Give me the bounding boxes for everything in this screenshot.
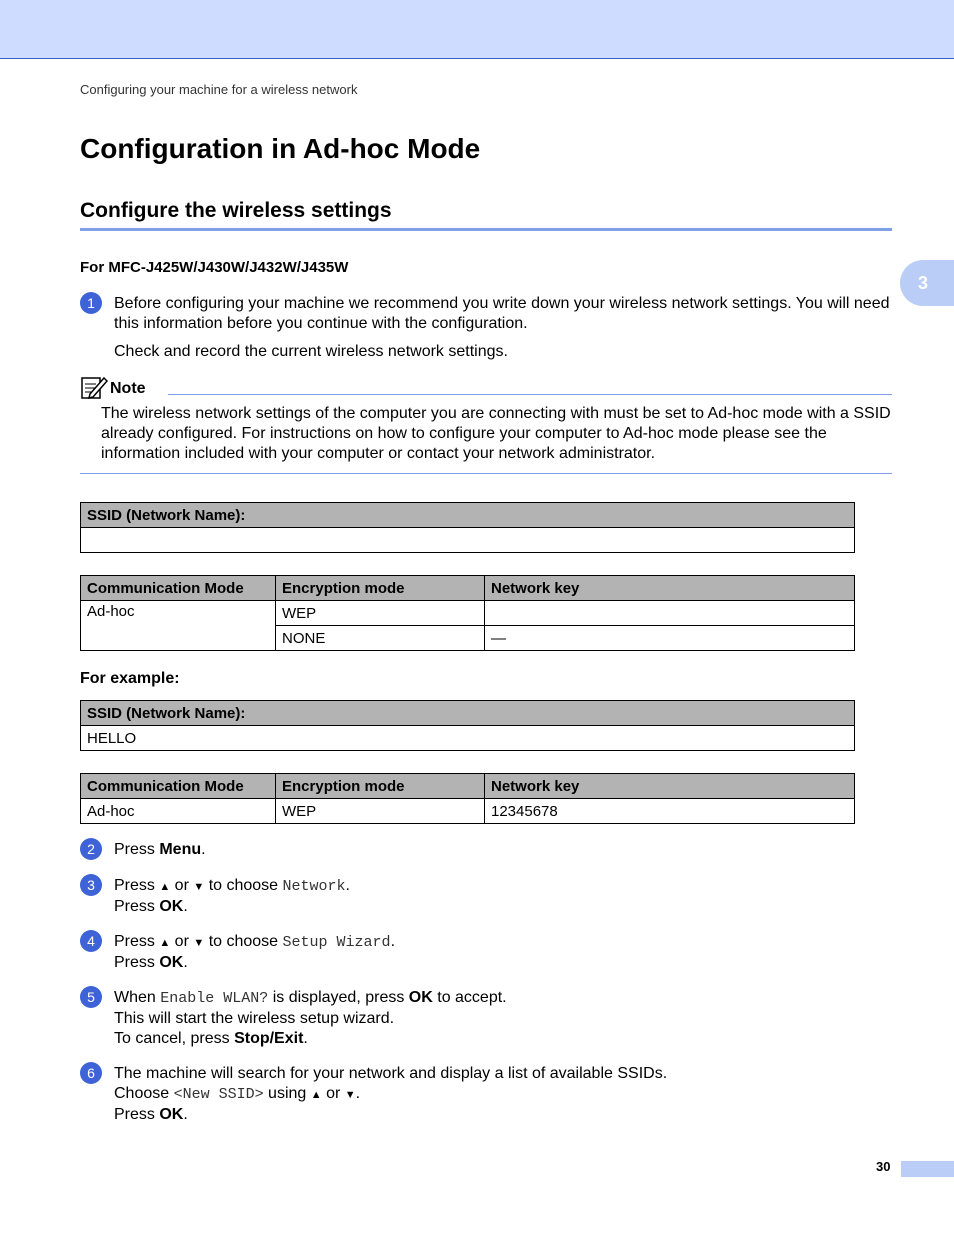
- step-6-text: The machine will search for your network and display a list of available SSIDs. Choose <New SSID> using ▲ or ▼. Press OK.: [114, 1065, 668, 1123]
- cell-key: [485, 601, 855, 626]
- page-number-bar: [901, 1161, 954, 1177]
- section-rule: [80, 228, 892, 231]
- down-arrow-icon: ▼: [193, 937, 205, 949]
- cell-encryption: WEP: [276, 601, 485, 626]
- step-1-text-2: Check and record the current wireless network settings.: [114, 343, 508, 360]
- cell-mode: Ad-hoc: [81, 799, 276, 824]
- section-title: Configure the wireless settings: [80, 199, 392, 222]
- col-network-key: Network key: [485, 774, 855, 799]
- step-1-badge: 1: [80, 292, 102, 314]
- note-pencil-icon: [80, 374, 108, 400]
- cell-encryption: WEP: [276, 799, 485, 824]
- model-heading: For MFC-J425W/J430W/J432W/J435W: [80, 259, 349, 276]
- step-4-text: Press ▲ or ▼ to choose Setup Wizard. Press OK.: [114, 933, 396, 971]
- col-communication-mode: Communication Mode: [81, 774, 276, 799]
- for-example-heading: For example:: [80, 670, 180, 687]
- ssid-table: [80, 502, 855, 553]
- note-rule-bottom: [80, 473, 892, 474]
- table-row: [81, 601, 855, 626]
- note-label: Note: [110, 380, 146, 397]
- note-rule-top: [168, 394, 892, 395]
- col-encryption-mode: Encryption mode: [276, 576, 485, 601]
- note-text: The wireless network settings of the computer you are connecting with must be set to Ad-hoc mode with a SSID already configured. For instructions on how to configure your computer to Ad-hoc mode please see the information included with your computer or contact your network administrator.: [101, 405, 891, 462]
- col-network-key: Network key: [485, 576, 855, 601]
- running-head: Configuring your machine for a wireless network: [80, 82, 358, 97]
- page-number: 30: [876, 1159, 891, 1174]
- step-3-text: Press ▲ or ▼ to choose Network. Press OK.: [114, 877, 350, 915]
- example-ssid-table: [80, 700, 855, 751]
- up-arrow-icon: ▲: [159, 937, 171, 949]
- col-communication-mode: Communication Mode: [81, 576, 276, 601]
- step-5-text: When Enable WLAN? is displayed, press OK to accept. This will start the wireless setup wizard. To cancel, press Stop/Exit.: [114, 989, 507, 1047]
- cell-mode: Ad-hoc: [81, 601, 276, 651]
- page-title: Configuration in Ad-hoc Mode: [80, 133, 481, 164]
- step-4-badge: 4: [80, 930, 102, 952]
- step-2-badge: 2: [80, 838, 102, 860]
- ssid-value: HELLO: [81, 726, 855, 751]
- cell-encryption: NONE: [276, 626, 485, 651]
- ssid-header: SSID (Network Name):: [81, 503, 855, 528]
- up-arrow-icon: ▲: [159, 881, 171, 893]
- step-1-text: Before configuring your machine we recommend you write down your wireless network settings. You will need this information before you continue with the configuration.: [114, 295, 890, 332]
- step-5-badge: 5: [80, 986, 102, 1008]
- top-header-band: [0, 0, 954, 59]
- up-arrow-icon: ▲: [310, 1089, 322, 1101]
- col-encryption-mode: Encryption mode: [276, 774, 485, 799]
- ssid-header: SSID (Network Name):: [81, 701, 855, 726]
- step-2-text: Press Menu.: [114, 841, 206, 858]
- chapter-tab: 3: [900, 260, 954, 306]
- ssid-value: [81, 528, 855, 553]
- table-row: [81, 799, 855, 824]
- step-3-badge: 3: [80, 874, 102, 896]
- down-arrow-icon: ▼: [344, 1089, 356, 1101]
- down-arrow-icon: ▼: [193, 881, 205, 893]
- cell-key: 12345678: [485, 799, 855, 824]
- mode-table: [80, 575, 855, 651]
- example-mode-table: [80, 773, 855, 824]
- cell-key: —: [485, 626, 855, 651]
- step-6-badge: 6: [80, 1062, 102, 1084]
